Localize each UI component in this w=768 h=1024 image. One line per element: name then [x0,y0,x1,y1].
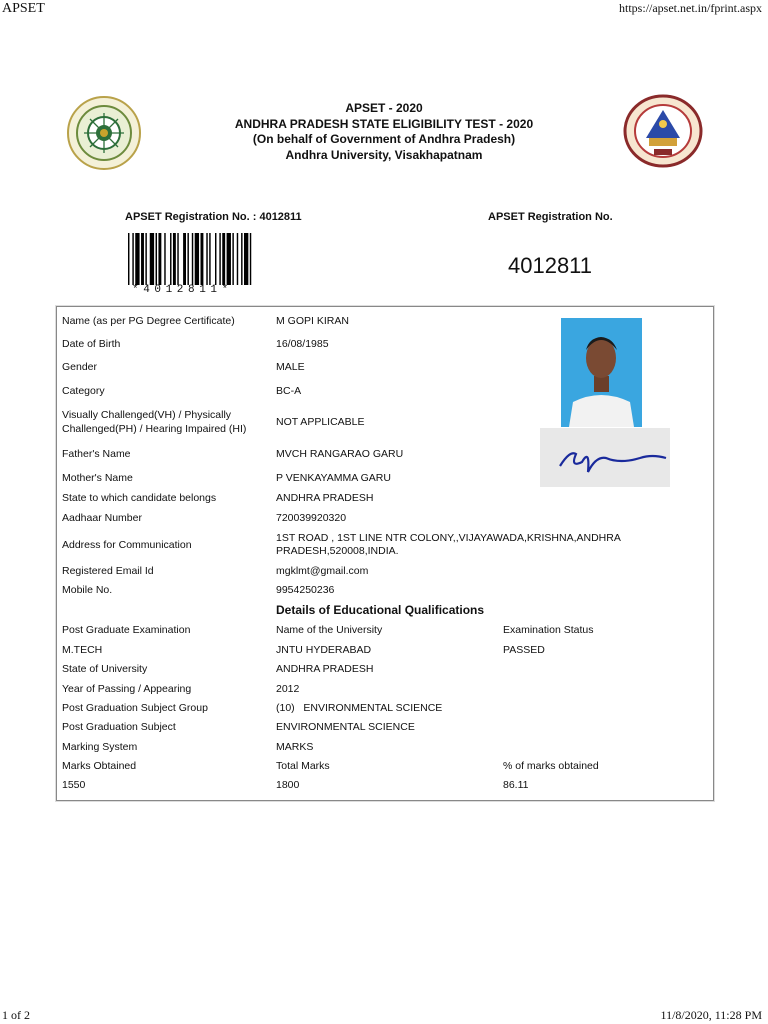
registration-number: 4012811 [508,253,593,278]
category-label: Category [62,385,105,397]
barcode-bar [183,233,186,285]
aadhaar-value: 720039920320 [276,512,347,524]
year-value: 2012 [276,683,300,695]
barcode-bar [141,233,144,285]
education-header-university: Name of the University [276,624,383,636]
barcode-bar [132,233,133,285]
heading-line-1: APSET - 2020 [345,101,423,115]
address-line-1: 1ST ROAD , 1ST LINE NTR COLONY,,VIJAYAWADA,KRISHNA,ANDHRA [276,532,621,544]
state-label: State to which candidate belongs [62,492,217,504]
print-header [0,0,768,20]
marking-system-label: Marking System [62,741,138,753]
address-line-2: PRADESH,520008,INDIA. [276,545,399,557]
mother-label: Mother's Name [62,472,133,484]
registration-label-right: APSET Registration No. [488,211,613,223]
barcode-bar [250,233,251,285]
subject-label: Post Graduation Subject [62,721,176,733]
state-university-value: ANDHRA PRADESH [276,663,374,675]
barcode-bar [135,233,139,285]
marks-obtained-value: 1550 [62,779,86,791]
barcode-bar [156,233,157,285]
university-value: JNTU HYDERABAD [276,644,372,656]
barcode-bar [187,233,188,285]
father-label: Father's Name [62,448,131,460]
barcode-bar [145,233,146,285]
page-title: APSET [2,1,45,16]
heading-line-3: (On behalf of Government of Andhra Pradesh) [252,132,516,146]
category-value: BC-A [276,385,302,397]
barcode-bar [232,233,233,285]
mobile-label: Mobile No. [62,584,113,596]
barcode-bar [192,233,193,285]
barcode-text: *4012811* [132,284,233,296]
candidate-signature [540,428,670,487]
barcode-bar [158,233,161,285]
barcode-bar [170,233,171,285]
disability-label-1: Visually Challenged(VH) / Physically [62,409,232,421]
name-value: M GOPI KIRAN [276,315,349,327]
aadhaar-label: Aadhaar Number [62,512,142,524]
marking-system-value: MARKS [276,741,314,753]
exam-heading [0,101,768,163]
exam-value: M.TECH [62,644,103,656]
state-value: ANDHRA PRADESH [276,492,374,504]
barcode-bar [177,233,178,285]
mobile-value: 9954250236 [276,584,335,596]
father-value: MVCH RANGARAO GARU [276,448,404,460]
barcode-bar [150,233,154,285]
percentage-value: 86.11 [503,779,529,791]
heading-line-2: ANDHRA PRADESH STATE ELIGIBILITY TEST - 2020 [234,116,534,131]
subject-group-value: (10) ENVIRONMENTAL SCIENCE [276,702,443,714]
barcode-bar [215,233,216,285]
barcode-bar [244,233,248,285]
barcode-bar [227,233,231,285]
print-footer [0,1004,768,1024]
status-value: PASSED [503,644,545,656]
email-value: mgklmt@gmail.com [276,565,369,577]
gender-value: MALE [276,361,305,373]
page-url[interactable]: https://apset.net.in/fprint.aspx [619,1,762,15]
percentage-label: % of marks obtained [503,760,599,772]
state-university-label: State of University [62,663,148,675]
barcode-bar [164,233,165,285]
name-label: Name (as per PG Degree Certificate) [62,315,235,327]
dob-value: 16/08/1985 [276,338,329,350]
address-label: Address for Communication [62,539,192,551]
barcode-bar [222,233,225,285]
subject-value: ENVIRONMENTAL SCIENCE [276,721,415,733]
email-label: Registered Email Id [62,565,154,577]
total-marks-value: 1800 [276,779,300,791]
barcode-bar [128,233,129,285]
dob-label: Date of Birth [62,338,121,350]
page-count: 1 of 2 [2,1008,30,1022]
education-header-status: Examination Status [503,624,594,636]
total-marks-label: Total Marks [276,760,330,772]
barcode-bar [195,233,199,285]
barcode-bar [241,233,242,285]
barcode-bar [201,233,204,285]
barcode-bar [206,233,207,285]
registration-label-left: APSET Registration No. : 4012811 [125,211,302,223]
subject-group-label: Post Graduation Subject Group [62,702,208,714]
marks-obtained-label: Marks Obtained [62,760,137,772]
barcode-bar [173,233,176,285]
disability-label-2: Challenged(PH) / Hearing Impaired (HI) [62,423,247,435]
gender-label: Gender [62,361,98,373]
year-label: Year of Passing / Appearing [62,683,192,695]
disability-value: NOT APPLICABLE [276,416,365,428]
registration-barcode [128,233,310,285]
barcode-bar [219,233,220,285]
print-datetime: 11/8/2020, 11:28 PM [660,1008,762,1022]
candidate-photo [561,318,642,427]
barcode-bar [237,233,238,285]
barcode-bar [209,233,210,285]
education-section-title: Details of Educational Qualifications [276,603,485,617]
mother-value: P VENKAYAMMA GARU [276,472,391,484]
heading-line-4: Andhra University, Visakhapatnam [285,147,483,162]
education-header-exam: Post Graduate Examination [62,624,191,636]
